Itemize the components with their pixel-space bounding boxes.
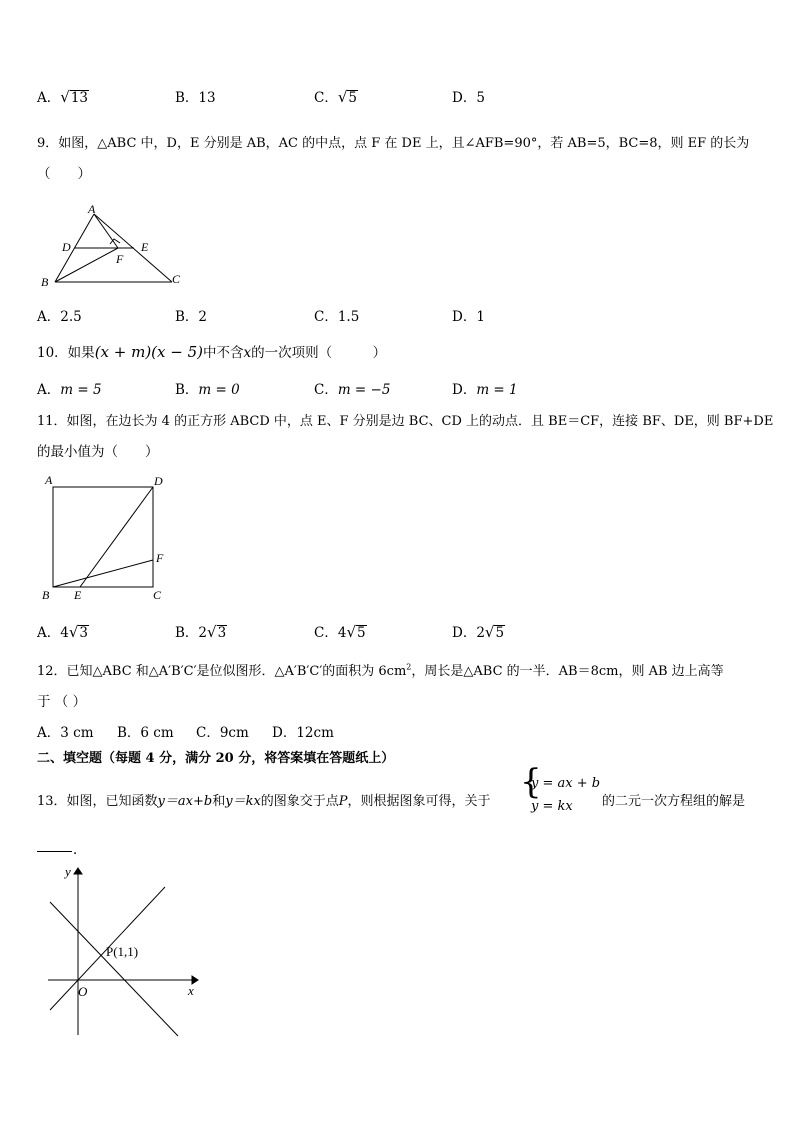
q9-option-a: A．2.5 <box>37 309 82 325</box>
q9-option-b: B．2 <box>175 309 208 325</box>
q13-label-y: y <box>65 864 71 879</box>
q11-option-c: C．4√5 <box>314 623 366 641</box>
q9-figure <box>36 200 186 292</box>
q11-segment-bf <box>53 560 153 587</box>
q13-figure <box>30 860 205 1040</box>
q11-label-e: E <box>74 588 82 602</box>
q13-line-ax-plus-b <box>50 902 178 1036</box>
q12-option-c: C．9cm <box>196 725 249 741</box>
q11-label-d: D <box>154 474 163 488</box>
q11-figure <box>38 472 173 604</box>
q13-label-x: x <box>188 983 194 998</box>
q11-label-c: C <box>153 588 162 602</box>
q11-square-abcd <box>53 487 153 587</box>
q12-option-b: B．6 cm <box>117 725 174 741</box>
q12-stem-line2: 于 （ ） <box>37 694 87 710</box>
brace-icon: { <box>520 762 542 802</box>
q13-blank-period: ． <box>73 842 87 858</box>
q9-label-e: E <box>141 240 149 254</box>
q13-label-o: O <box>78 984 88 999</box>
q8-option-d: D．5 <box>452 90 485 106</box>
q11-segment-de <box>80 487 153 587</box>
q10-expression: (x + m)(x − 5) <box>94 343 203 361</box>
q11-stem: 11．如图，在边长为 4 的正方形 ABCD 中，点 E、F 分别是边 BC、CD 上的动点．且 BE＝CF，连接 BF、DE，则 BF+DE <box>37 414 774 429</box>
q13-equation-1: y = ax + b <box>531 776 601 791</box>
q13-equation-2: y = kx <box>531 799 573 814</box>
q8-option-b: B．13 <box>175 90 216 106</box>
q8-option-c: C．√5 <box>314 88 357 106</box>
q11-label-f: F <box>156 551 164 565</box>
section-heading-fill-in: 二、填空题（每题 4 分，满分 20 分，将答案填在答题纸上） <box>37 751 395 766</box>
q9-label-f: F <box>116 252 124 266</box>
y-axis-arrow-icon <box>74 868 82 874</box>
q11-stem-line2: 的最小值为（ ） <box>37 444 159 460</box>
q9-option-d: D．1 <box>452 309 485 325</box>
q9-label-d: D <box>62 240 71 254</box>
q11-option-a: A．4√3 <box>37 623 88 641</box>
q10-option-c: C．m = −5 <box>314 382 391 398</box>
q11-label-b: B <box>42 588 50 602</box>
q9-label-a: A <box>88 202 96 216</box>
q13-stem: 13．如图，已知函数y＝ax+b和y＝kx的图象交于点P，则根据图象可得，关于 <box>37 794 491 809</box>
q9-segment-af <box>94 214 118 248</box>
q13-stem-suffix: 的二元一次方程组的解是 <box>602 794 746 809</box>
q12-option-d: D．12cm <box>272 725 334 741</box>
q9-stem: 9．如图，△ABC 中，D，E 分别是 AB，AC 的中点，点 F 在 DE 上，且∠AFB=90°，若 AB=5，BC=8，则 EF 的长为 <box>37 136 750 151</box>
q11-option-b: B．2√3 <box>175 623 227 641</box>
q10-option-d: D．m = 1 <box>452 382 518 398</box>
q11-label-a: A <box>45 473 53 487</box>
q12-option-a: A．3 cm <box>37 725 94 741</box>
q13-label-p: P(1,1) <box>106 944 139 959</box>
q10-stem: 10．如果(x + m)(x − 5)中不含x的一次项则（ ） <box>37 343 387 361</box>
q8-option-a: A．√13 <box>37 88 88 106</box>
q10-option-a: A．m = 5 <box>37 382 102 398</box>
q9-label-b: B <box>41 275 49 289</box>
q9-answer-paren: （ ） <box>37 166 91 182</box>
q13-answer-blank[interactable] <box>37 851 72 852</box>
q11-option-d: D．2√5 <box>452 623 505 641</box>
q13-equation-system <box>520 762 605 820</box>
q12-stem: 12．已知△ABC 和△A′B′C′是位似图形．△A′B′C′的面积为 $6cm^2$，周长是△ABC 的一半．AB＝8cm，则 AB 边上高等 <box>37 662 724 679</box>
q10-option-b: B．m = 0 <box>175 382 240 398</box>
q9-option-c: C．1.5 <box>314 309 360 325</box>
q9-label-c: C <box>172 272 181 286</box>
